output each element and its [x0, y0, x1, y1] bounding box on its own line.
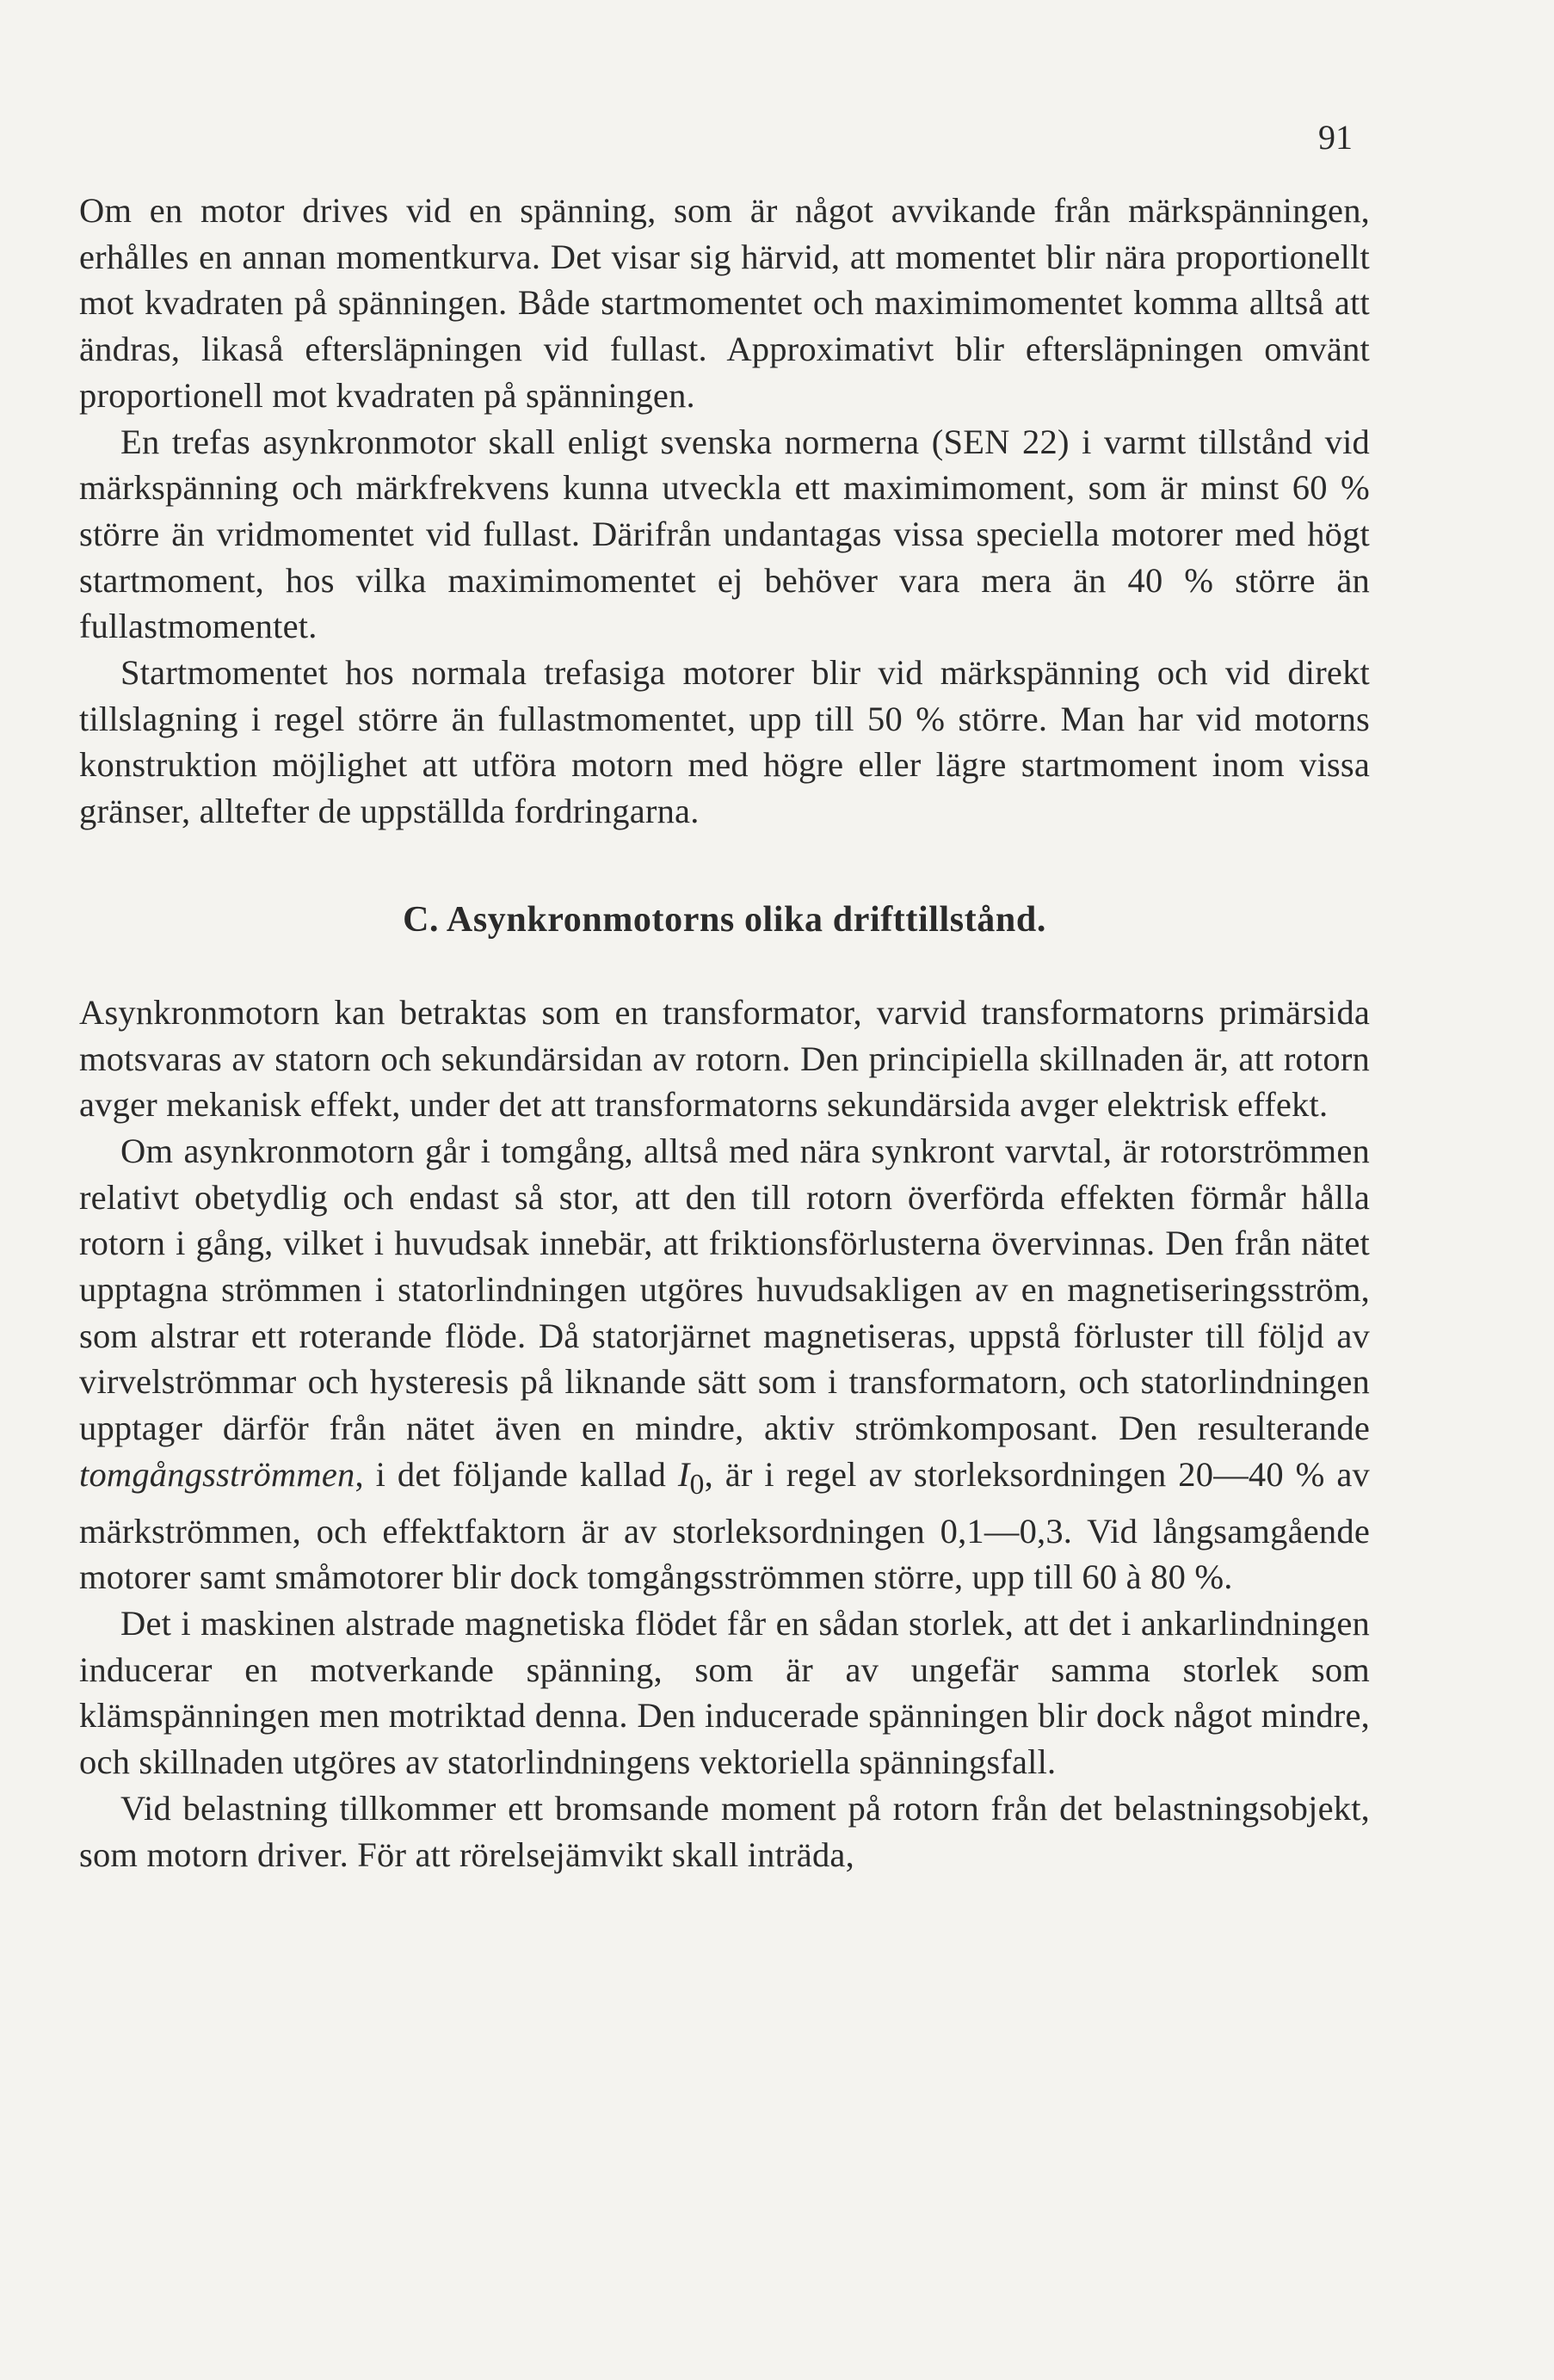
idle-current-subscript: 0 [689, 1468, 705, 1501]
idle-current-symbol: I [677, 1454, 690, 1494]
paragraph-load: Vid belastning tillkommer ett bromsande moment på rotorn från det belastningsobjekt, som motorn driver. För att rörelsejämvikt skall inträda, [79, 1788, 1370, 1874]
paragraph-idle-running [79, 1128, 1370, 1600]
paragraph-induced-voltage: Det i maskinen alstrade magnetiska flödet får en sådan storlek, att det i ankarlindningen inducerar en motverkande spänning, som är av ungefär samma storlek som klämspänningen men motriktad denna. Den inducerade spänningen blir dock något mindre, och skillnaden utgöres av statorlindningens vektoriella spänningsfall. [79, 1604, 1370, 1782]
paragraph-transformer-analogy: Asynkronmotorn kan betraktas som en transformator, varvid transformatorns primärsida motsvaras av statorn och sekundärsidan av rotorn. Den principiella skillnaden är, att rotorn avger mekanisk effekt, under det att transformatorns sekundärsida avger elektrisk effekt. [79, 992, 1370, 1125]
paragraph-voltage-effect: Om en motor drives vid en spänning, som är något avvikande från märkspänningen, erhålles en annan momentkurva. Det visar sig härvid, att momentet blir nära proportionellt mot kvadraten på spänningen. Både startmomentet och maximimomentet komma alltså att ändras, likaså eftersläpningen vid fullast. Approximativt blir eftersläpningen omvänt proportionell mot kvadraten på spänningen. [79, 191, 1370, 415]
page-number: 91 [1318, 118, 1353, 157]
paragraph-sen-norms: En trefas asynkronmotor skall enligt svenska normerna (SEN 22) i varmt tillstånd vid märkspänning och märkfrekvens kunna utveckla ett maximimoment, som är minst 60 % större än vridmomentet vid fullast. Därifrån undantagas vissa speciella motorer med högt startmoment, hos vilka maximimomentet ej behöver vara mera än 40 % större än fullastmomentet. [79, 422, 1370, 646]
idle-text-part1: Om asynkronmotorn går i tomgång, alltså med nära synkront varvtal, är rotorströmmen relativt obetydlig och endast så stor, att den till rotorn överförda effekten förmår hålla rotorn i gång, vilket i huvudsak innebär, att friktionsförlusterna övervinnas. Den från nätet upptagna strömmen i statorlindningen utgöres huvudsakligen av en magnetiseringsström, som alstrar ett roterande flöde. Då statorjärnet magnetiseras, uppstå förluster till följd av virvelströmmar och hysteresis på liknande sätt som i transformatorn, och statorlindningen upptager därför från nätet även en mindre, aktiv strömkomposant. Den resulterande [79, 1131, 1370, 1448]
idle-text-part2: , i det följande kallad [355, 1454, 678, 1494]
paragraph-start-moment: Startmomentet hos normala trefasiga motorer blir vid märkspänning och vid direkt tillslagning i regel större än fullastmomentet, upp till 50 % större. Man har vid motorns konstruktion möjlighet att utföra motorn med högre eller lägre startmoment inom vissa gränser, alltefter de uppställda fordringarna. [79, 653, 1370, 831]
idle-text-part3: , är i regel av storleksordningen 20—40 % av märkströmmen, och effektfaktorn är av storleksordningen 0,1—0,3. Vid långsamgående motorer samt småmotorer blir dock tomgångsströmmen större, upp till 60 à 80 %. [79, 1454, 1370, 1597]
body-text [79, 188, 1370, 1877]
idle-current-term: tomgångsströmmen [79, 1454, 355, 1494]
section-heading: C. Asynkronmotorns olika drifttillstånd. [403, 899, 1046, 940]
